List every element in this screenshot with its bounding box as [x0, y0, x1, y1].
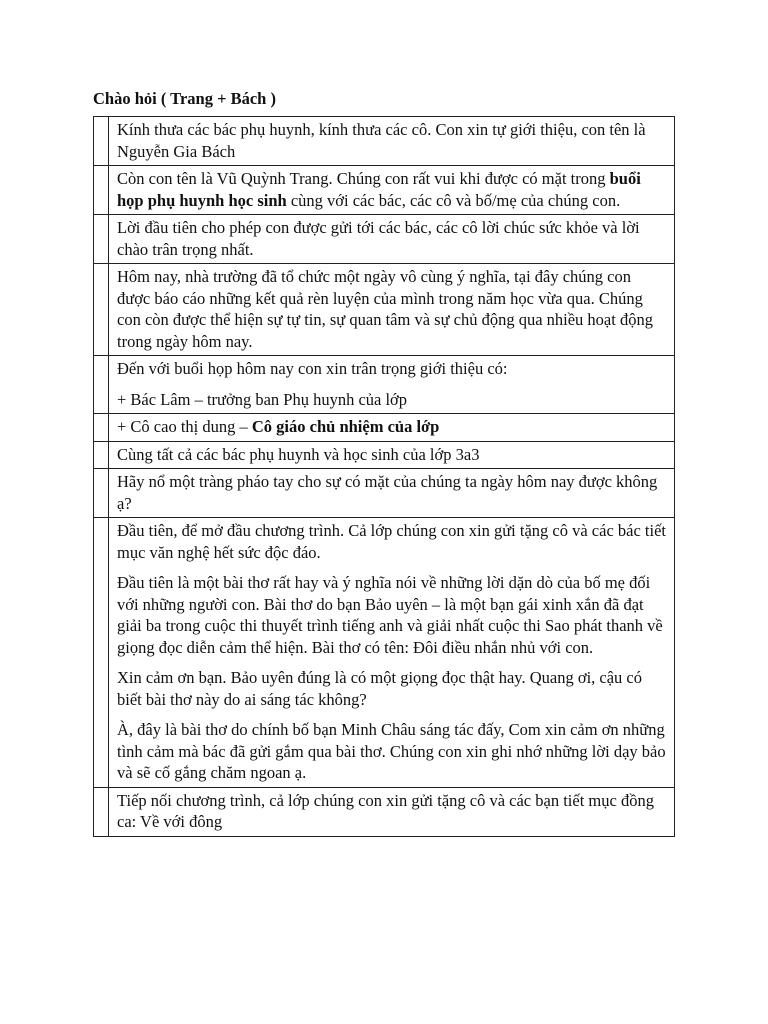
paragraph: Tiếp nối chương trình, cả lớp chúng con xin gửi tặng cô và các bạn tiết mục đồng ca: Về với đông: [117, 790, 654, 831]
text-run: Còn con tên là Vũ Quỳnh Trang. Chúng con rất vui khi được có mặt trong: [117, 169, 610, 188]
table-row: [94, 787, 675, 836]
table-row: [94, 441, 675, 469]
paragraph: [117, 416, 666, 438]
number-cell: [94, 414, 109, 442]
paragraph: Xin cảm ơn bạn. Bảo uyên đúng là có một giọng đọc thật hay. Quang ơi, cậu có biết bài thơ này do ai sáng tác không?: [117, 668, 643, 709]
text-cell: [109, 441, 675, 469]
paragraph: Đầu tiên, để mở đầu chương trình. Cả lớp chúng con xin gửi tặng cô và các bác tiết mục văn nghệ hết sức độc đáo.: [117, 521, 666, 562]
text-cell: [109, 166, 675, 215]
table-row: [94, 518, 675, 788]
text-cell: [109, 518, 675, 788]
text-cell: [109, 117, 675, 166]
number-cell: [94, 441, 109, 469]
paragraph: Kính thưa các bác phụ huynh, kính thưa các cô. Con xin tự giới thiệu, con tên là Nguyễn Gia Bách: [117, 120, 646, 161]
table-row: [94, 356, 675, 414]
paragraph: Cùng tất cả các bác phụ huynh và học sinh của lớp 3a3: [117, 444, 480, 464]
table-row: [94, 414, 675, 442]
paragraph: Hãy nổ một tràng pháo tay cho sự có mặt của chúng ta ngày hôm nay được không ạ?: [117, 472, 658, 513]
paragraph: À, đây là bài thơ do chính bố bạn Minh Châu sáng tác đấy, Com xin cảm ơn những tình cảm mà bác đã gửi gắm qua bài thơ. Chúng con xin ghi nhớ những lời dạy bảo và sẽ cố gắng chăm ngoan ạ.: [117, 720, 666, 782]
number-cell: [94, 787, 109, 836]
paragraph: Đầu tiên là một bài thơ rất hay và ý nghĩa nói về những lời dặn dò của bố mẹ đối với những người con. Bài thơ do bạn Bảo uyên – là một bạn gái xinh xắn đã đạt giải ba trong cuộc thi thuyết trình tiếng anh và giải nhất cuộc thi Sao phát thanh về giọng đọc diễn cảm thể hiện. Bài thơ có tên: Đôi điều nhắn nhủ với con.: [117, 573, 663, 657]
number-cell: [94, 215, 109, 264]
paragraph: + Bác Lâm – trưởng ban Phụ huynh của lớp: [117, 389, 408, 409]
text-cell: [109, 215, 675, 264]
table-row: [94, 469, 675, 518]
table-row: [94, 166, 675, 215]
text-cell: [109, 469, 675, 518]
document-title: Chào hỏi ( Trang + Bách ): [93, 89, 276, 108]
number-cell: [94, 117, 109, 166]
bold-phrase: Cô giáo chủ nhiệm của lớp: [251, 417, 440, 436]
number-cell: [94, 356, 109, 414]
text-cell: [109, 264, 675, 356]
table-row: [94, 215, 675, 264]
paragraph: Đến với buổi họp hôm nay con xin trân trọng giới thiệu có:: [117, 359, 508, 378]
paragraph: Hôm nay, nhà trường đã tổ chức một ngày vô cùng ý nghĩa, tại đây chúng con được báo cáo những kết quả rèn luyện của mình trong năm học vừa qua. Chúng con còn được thể hiện sự tự tin, sự quan tâm và sự chủ động qua nhiều hoạt động trong ngày hôm nay.: [117, 267, 653, 351]
script-table: [93, 116, 675, 837]
number-cell: [94, 518, 109, 788]
text-cell: [109, 787, 675, 836]
table-row: [94, 264, 675, 356]
bold-phrase: buổi họp phụ huynh học sinh: [117, 169, 641, 210]
paragraph: [117, 168, 666, 211]
text-cell: [109, 414, 675, 442]
table-row: [94, 117, 675, 166]
number-cell: [94, 469, 109, 518]
number-cell: [94, 264, 109, 356]
paragraph: Lời đầu tiên cho phép con được gửi tới các bác, các cô lời chúc sức khỏe và lời chào trân trọng nhất.: [117, 218, 640, 259]
text-run: + Cô cao thị dung –: [117, 417, 252, 436]
number-cell: [94, 166, 109, 215]
text-run: cùng với các bác, các cô và bố/mẹ của chúng con.: [286, 190, 621, 210]
text-cell: [109, 356, 675, 414]
